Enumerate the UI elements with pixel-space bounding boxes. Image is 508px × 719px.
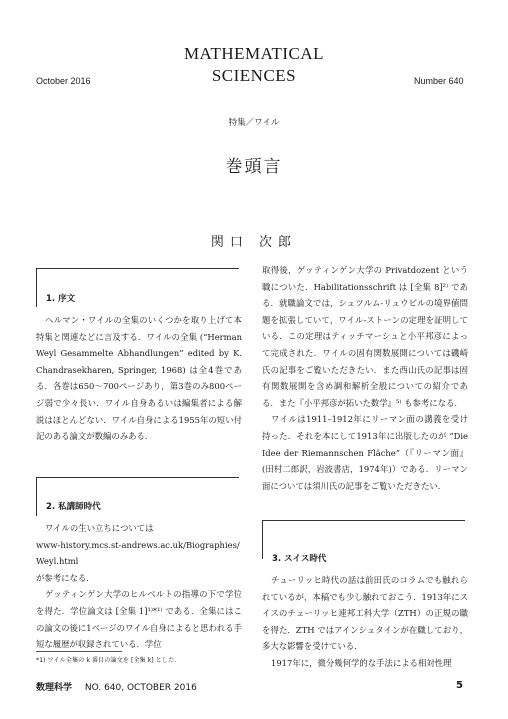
right-column-body [262, 262, 468, 494]
article-kicker: 特集／ワイル [228, 118, 280, 128]
paragraph: 1917年に，微分幾何学的な手法による相対性理 [271, 657, 452, 668]
paragraph: ワイルの生い立ちについては [45, 523, 154, 533]
footer-issue: NO. 640, OCTOBER 2016 [84, 683, 197, 693]
issue-number: Number 640 [414, 76, 464, 86]
magazine-title-line2: SCIENCES [211, 66, 297, 85]
paragraph: 取得後，ゲッティンゲン大学の Privatdozent という職についた．Habilitationsschrift は [全集 8]²⁾ である．就職論文では，シュツルム-リュウビルの境界値問題を拡張していて，ワイル-ストーンの定理を証明している．この定理はティッチマーシュと小平邦彦によって完成された．ワイルの固有関数展開については磯崎氏の記事をご覧いただきたい．また西山氏の記事は固有関数展開を含め調和解析全般についての紹介である．また『小平邦彦が拓いた数学』⁵⁾ も参考になる． [262, 265, 468, 408]
article-author: 関口 次郎 [210, 235, 298, 250]
section-1-body [36, 312, 242, 445]
paragraph: ヘルマン・ワイルの全集のいくつかを取り上げて本特集と関連などに言及する．ワイルの全集 (“Herman Weyl Gesammelte Abhandlungen” edited by K. Chandrasekharen, Springer, 1968) は全4巻である．各巻は650〜700ページあり，第3巻のみ800ページ弱で少々長い．ワイル自身あるいは編集者による解説はほとんどない．ワイル自身による1955年の短い付記のある論文が数編のみある． [36, 315, 242, 442]
footnote: *1) ワイル全集の k 番目の論文を [全集 k] とした. [36, 657, 177, 664]
article-title: 巻頭言 [225, 157, 283, 177]
issue-date: October 2016 [36, 76, 91, 86]
journal-name: 数理科学 [36, 683, 73, 693]
paragraph: ゲッティンゲン大学のヒルベルトの指導の下で学位を得た．学位論文は [全集 1]¹⁾*¹⁾ である．全集にはこの論文の後に1ページのワイル自身によると思われる手短な履歴が収録されている．学位 [36, 589, 242, 650]
section-1-heading: 1. 序文 [46, 294, 76, 304]
biography-url: www-history.mcs.st-andrews.ac.uk/Biographies/Weyl.html [36, 539, 240, 567]
section-3-body [262, 572, 468, 672]
footnote-rule [36, 651, 122, 652]
paragraph: ワイルは1911–1912年にリーマン面の講義を受け持った．それを本にして1913年に出版したのが “Die Idee der Riemannschen Fläche”（『リーマン面』(田村二郎訳，岩波書店，1974年)）である．リーマン面については須川氏の記事をご覧いただきたい． [262, 414, 468, 491]
magazine-title-line1: MATHEMATICAL [183, 44, 325, 63]
page-number: 5 [456, 680, 463, 691]
section-2-heading: 2. 私講師時代 [46, 502, 101, 512]
paragraph: が参考になる． [36, 572, 95, 583]
section-3-heading: 3. スイス時代 [272, 554, 327, 564]
paragraph: チューリッヒ時代の話は前田氏のコラムでも触れられているが，本稿でも少し触れておこう．1913年にスイスのチューリッヒ連邦工科大学（ZTH）の正規の職を得た．ZTH ではアインシュタインが在職しており，多大な影響を受けている． [262, 575, 468, 652]
footer-journal [36, 680, 197, 693]
section-2-body [36, 520, 242, 653]
